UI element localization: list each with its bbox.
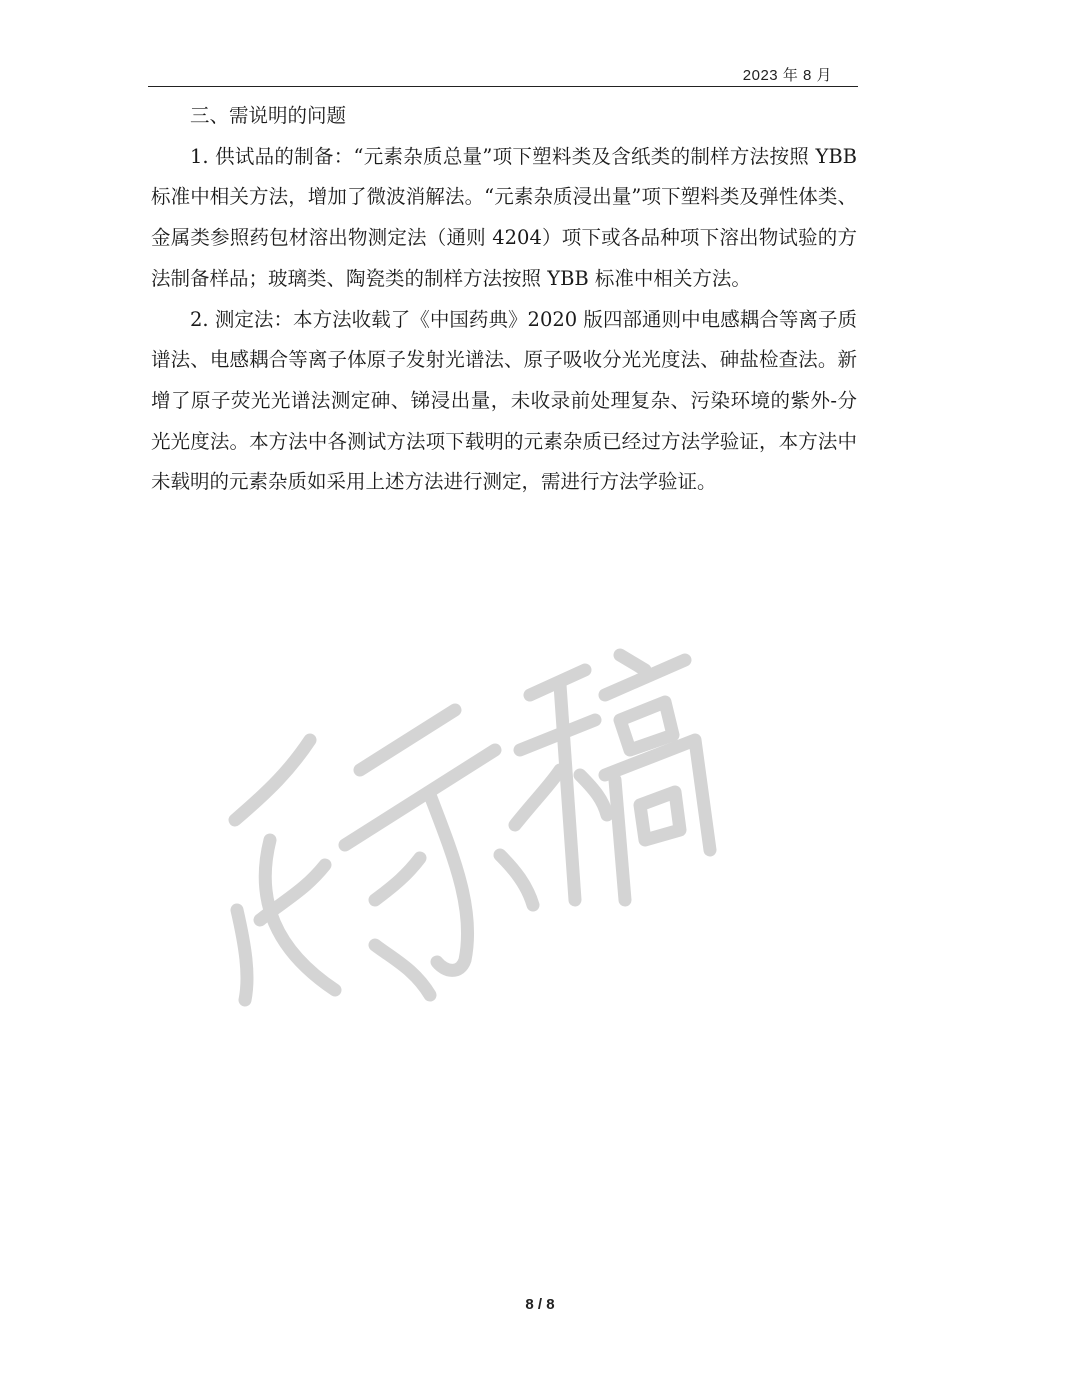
header-date: 2023 年 8 月	[742, 67, 832, 84]
document-body	[151, 96, 857, 503]
watermark-stamp	[175, 600, 735, 1060]
paragraph-sample-preparation: 1. 供试品的制备：“元素杂质总量”项下塑料类及含纸类的制样方法按照 YBB 标准中相关方法，增加了微波消解法。“元素杂质浸出量”项下塑料类及弹性体类、金属类参照药包材溶出物测定法（通则 4204）项下或各品种项下溶出物试验的方法制备样品；玻璃类、陶瓷类的制样方法按照 YBB 标准中相关方法。	[151, 144, 857, 290]
paragraph-determination-method: 2. 测定法：本方法收载了《中国药典》2020 版四部通则中电感耦合等离子质谱法、电感耦合等离子体原子发射光谱法、原子吸收分光光度法、砷盐检查法。新增了原子荧光光谱法测定砷、锑浸出量，未收录前处理复杂、污染环境的紫外-分光光度法。本方法中各测试方法项下载明的元素杂质已经过方法学验证，本方法中未载明的元素杂质如采用上述方法进行测定，需进行方法学验证。	[151, 307, 857, 494]
page-number: 8 / 8	[525, 1296, 555, 1313]
section-title: 三、需说明的问题	[190, 104, 347, 127]
header-divider	[148, 86, 858, 87]
